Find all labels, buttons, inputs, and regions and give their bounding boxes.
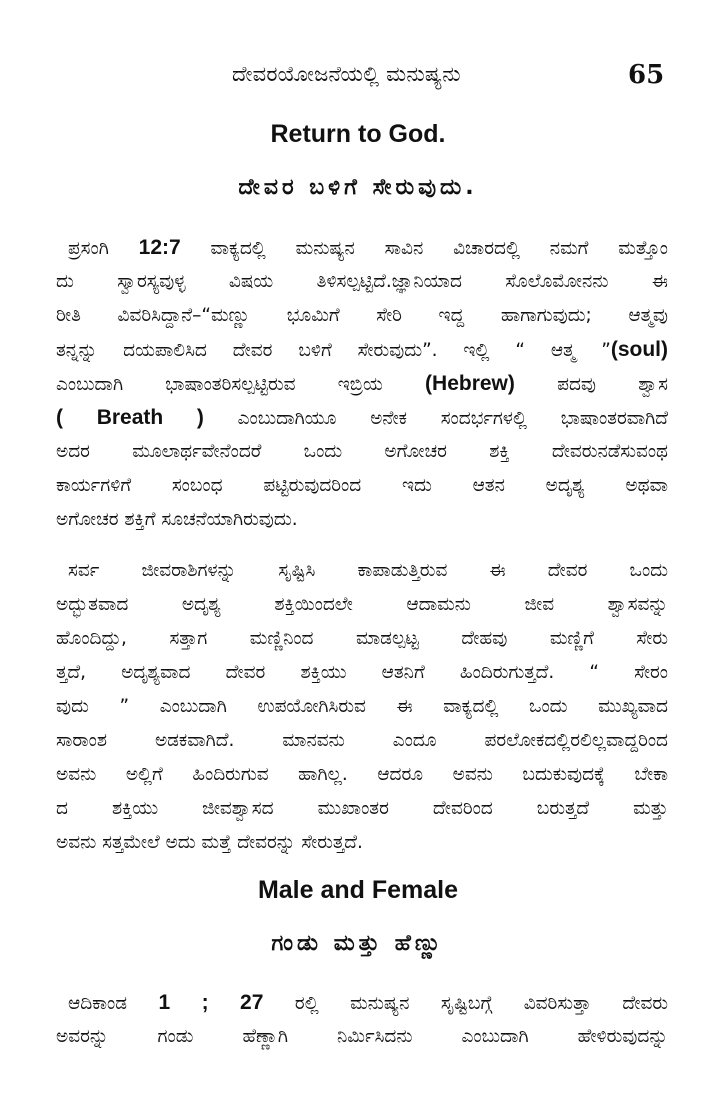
page-number: 65	[628, 60, 665, 90]
paragraph-genesis	[56, 986, 668, 1054]
section-heading-english-male-and-female: Male and Female	[257, 876, 459, 904]
text-line: ಸಾರಾಂಶ ಅಡಕವಾಗಿದೆ. ಮಾನವನು ಎಂದೂ ಪರಲೋಕದಲ್ಲಿರಲಿಲ್ಲವಾದ್ದರಿಂದ	[56, 730, 668, 751]
running-title: ದೇವರಯೋಜನೆಯಲ್ಲಿ ಮನುಷ್ಯನು	[232, 62, 461, 86]
text-line: ಸರ್ವ ಜೀವರಾಶಿಗಳನ್ನು ಸೃಷ್ಟಿಸಿ ಕಾಪಾಡುತ್ತಿರುವ ಈ ದೇವರ ಒಂದು	[68, 560, 668, 581]
text-line: ಅವನು ಅಲ್ಲಿಗೆ ಹಿಂದಿರುಗುವ ಹಾಗಿಲ್ಲ. ಆದರೂ ಅವನು ಬದುಕುವುದಕ್ಕೆ ಬೇಕಾ	[56, 764, 668, 785]
text-line: ವುದು ” ಎಂಬುದಾಗಿ ಉಪಯೋಗಿಸಿರುವ ಈ ವಾಕ್ಯದಲ್ಲಿ ಒಂದು ಮುಖ್ಯವಾದ	[56, 696, 668, 717]
text-line: ( Breath ) ಎಂಬುದಾಗಿಯೂ ಅನೇಕ ಸಂದರ್ಭಗಳಲ್ಲಿ ಭಾಷಾಂತರವಾಗಿದೆ	[56, 406, 668, 429]
text-line: ಆದಿಕಾಂಡ 1 ; 27 ರಲ್ಲಿ ಮನುಷ್ಯನ ಸೃಷ್ಟಿಬಗ್ಗೆ ವಿವರಿಸುತ್ತಾ ದೇವರು	[68, 991, 668, 1014]
section-heading-kannada-return-to-god: ದೇವರ ಬಳಿಗೆ ಸೇರುವುದು.	[238, 175, 478, 200]
section-heading-english-return-to-god: Return to God.	[270, 120, 446, 148]
text-line: ದ ಶಕ್ತಿಯು ಜೀವಶ್ವಾಸದ ಮುಖಾಂತರ ದೇವರಿಂದ ಬರುತ್ತದೆ ಮತ್ತು	[56, 798, 668, 819]
text-line: ಹೊಂದಿದ್ದು, ಸತ್ತಾಗ ಮಣ್ಣಿನಿಂದ ಮಾಡಲ್ಪಟ್ಟ ದೇಹವು ಮಣ್ಣಿಗೆ ಸೇರು	[56, 628, 668, 649]
paragraph-ecclesiastes	[56, 231, 668, 537]
text-line: ಅಗೋಚರ ಶಕ್ತಿಗೆ ಸೂಚನೆಯಾಗಿರುವುದು.	[56, 509, 298, 530]
text-line: ತ್ತದೆ, ಅದೃಶ್ಯವಾದ ದೇವರ ಶಕ್ತಿಯು ಆತನಿಗೆ ಹಿಂದಿರುಗುತ್ತದೆ. “ ಸೇರಂ	[56, 662, 668, 683]
text-line: ಎಂಬುದಾಗಿ ಭಾಷಾಂತರಿಸಲ್ಪಟ್ಟಿರುವ ಇಬ್ರಿಯ (Hebrew) ಪದವು ಶ್ವಾಸ	[56, 372, 668, 395]
text-line: ಅವನು ಸತ್ತಮೇಲೆ ಅದು ಮತ್ತೆ ದೇವರನ್ನು ಸೇರುತ್ತದೆ.	[56, 832, 363, 853]
text-line: ಅದ್ಭುತವಾದ ಅದೃಶ್ಯ ಶಕ್ತಿಯಿಂದಲೇ ಆದಾಮನು ಜೀವ ಶ್ವಾಸವನ್ನು	[56, 594, 668, 615]
text-line: ತನ್ನನ್ನು ದಯಪಾಲಿಸಿದ ದೇವರ ಬಳಿಗೆ ಸೇರುವುದು”. ಇಲ್ಲಿ “ ಆತ್ಮ ”(soul)	[56, 338, 668, 361]
text-line: ಅದರ ಮೂಲಾರ್ಥವೇನೆಂದರೆ ಒಂದು ಅಗೋಚರ ಶಕ್ತಿ ದೇವರುನಡೆಸುವಂಥ	[56, 441, 668, 462]
text-line: ಪ್ರಸಂಗಿ 12:7 ವಾಕ್ಯದಲ್ಲಿ ಮನುಷ್ಯನ ಸಾವಿನ ವಿಚಾರದಲ್ಲಿ ನಮಗೆ ಮತ್ತೊಂ	[68, 236, 668, 259]
text-line: ಅವರನ್ನು ಗಂಡು ಹೆಣ್ಣಾಗಿ ನಿರ್ಮಿಸಿದನು ಎಂಬುದಾಗಿ ಹೇಳಿರುವುದನ್ನು	[56, 1026, 668, 1047]
paragraph-breath-of-life	[56, 554, 668, 860]
text-line: ದು ಸ್ವಾರಸ್ಯವುಳ್ಳ ವಿಷಯ ತಿಳಿಸಲ್ಪಟ್ಟಿದೆ.ಜ್ಞಾನಿಯಾದ ಸೊಲೊಮೋನನು ಈ	[56, 271, 668, 292]
text-line: ರೀತಿ ವಿವರಿಸಿದ್ದಾನೆ–“ಮಣ್ಣು ಭೂಮಿಗೆ ಸೇರಿ ಇದ್ದ ಹಾಗಾಗುವುದು; ಆತ್ಮವು	[56, 305, 668, 326]
text-line: ಕಾರ್ಯಗಳಿಗೆ ಸಂಬಂಧ ಪಟ್ಟಿರುವುದರಿಂದ ಇದು ಆತನ ಅದೃಶ್ಯ ಅಥವಾ	[56, 475, 668, 496]
section-heading-kannada-male-and-female: ಗಂಡು ಮತ್ತು ಹೆಣ್ಣು	[271, 931, 445, 956]
